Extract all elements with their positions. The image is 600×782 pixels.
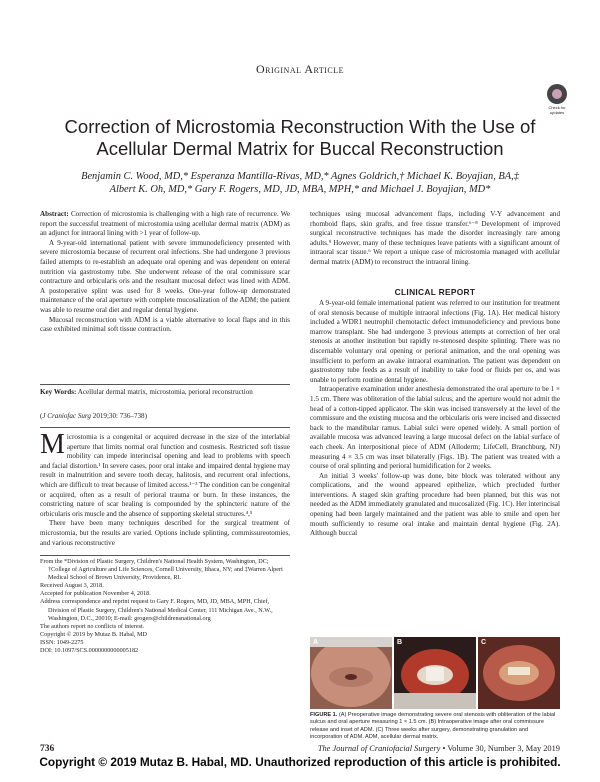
abstract xyxy=(40,210,290,335)
keywords-text: Acellular dermal matrix, microstomia, perioral reconstruction xyxy=(77,388,253,396)
issue-info: • Volume 30, Number 3, May 2019 xyxy=(442,744,560,753)
copyright-notice: Copyright © 2019 Mutaz B. Habal, MD. Unauthorized reproduction of this article is prohibited. xyxy=(39,755,561,769)
authors-line-2: Albert K. Oh, MD,* Gary F. Rogers, MD, JD, MBA, MPH,* and Michael J. Boyajian, MD* xyxy=(109,184,491,195)
figure-panel-a-image xyxy=(310,637,392,709)
figure-caption xyxy=(310,712,560,742)
footnote-conflict: The authors report no conflicts of interest. xyxy=(40,622,145,630)
figure-label-c: C xyxy=(481,639,487,646)
journal-name: The Journal of Craniofacial Surgery xyxy=(317,744,441,753)
intro-p2: There have been many techniques described for the surgical treatment of microstomia, but the results are varied. Options include splinting, commissureotomies, and various reconstructive xyxy=(40,519,290,547)
citation-details: 2019;30: 736–738 xyxy=(92,412,145,420)
intro-p1 xyxy=(40,429,291,519)
crossmark-badge[interactable] xyxy=(544,84,570,115)
figure-label-a: A xyxy=(313,639,319,646)
figure-panel-c xyxy=(478,637,560,709)
abstract-p2: A 9-year-old international patient with severe immunodeficiency presented with severe microstomia because of recurrent oral infections. She had undergone 3 previous failed attempts to re-establish an adequate oral opening and was dependent on enteral nutrition via gastrostomy tube. She underwent release of the oral commissure scar contracture and orbicularis oris and the resultant mucosal defect was lined with ADM. A postoperative splint was used for 8 weeks. One-year follow-up demonstrated maintenance of the oral aperture with complete mucosalization of the ADM; the patient was able to resume oral diet and regular dental hygiene. xyxy=(40,238,290,314)
footnote-divider xyxy=(40,555,290,556)
article-title: Correction of Microstomia Reconstruction With the Use of Acellular Dermal Matrix for Buccal Reconstruction xyxy=(64,116,536,159)
author-list xyxy=(50,170,550,196)
footnote-affiliations: From the *Division of Plastic Surgery, Children's National Health System, Washington, DC; †College of Agriculture and Life Sciences, Cornell University, Ithaca, NY; and ‡Warren Alpert Medical School of Brown University, Providence, RI. xyxy=(40,558,283,582)
abstract-p1 xyxy=(40,210,290,239)
report-p1: A 9-year-old female international patient was referred to our institution for treatment of oral stenosis because of multiple intraoral infections (Fig. 1A). Her medical history included a WDR1 neutrophil chemotactic defect immunodeficiency and previous bone marrow transplant. She had undergone 3 previous attempts at correction of her oral stenosis at another institution but rapidly re-stenosed despite splinting. There was no discernable voluntary oral opening or perioral animation, and the oral opening was insufficient to perform an awake intraoral examination. The patient was dependent on gastrostomy tube feeds as a result of inability to take food or fluids per os, and was unable to perform routine dental hygiene. xyxy=(310,299,560,384)
citation-divider xyxy=(40,427,290,428)
drop-cap: M xyxy=(40,429,65,460)
abstract-p3: Mucosal reconstruction with ADM is a viable alternative to local flaps and in this case exhibited minimal soft tissue contraction. xyxy=(40,315,290,334)
footnote-received: Received August 3, 2018. xyxy=(40,582,104,590)
figure-1 xyxy=(310,637,560,709)
figure-panel-a xyxy=(310,637,392,709)
figure-caption-text: (A) Preoperative image demonstrating severe oral stenosis with obliteration of the labial sulcus and oral aperture measuring 1 × 1.5 cm. (B) Intraoperative image after oral commissure release and inset of ADM. (C) Three weeks after surgery, demonstrating granulation and incorporation of ADM. ADM, acellular dermal matrix. xyxy=(310,712,556,741)
keywords-label: Key Words: xyxy=(40,388,77,396)
figure-panel-c-image xyxy=(478,637,560,709)
page-number: 736 xyxy=(40,744,55,754)
citation: (J Craniofac Surg 2019;30: 736–738) xyxy=(40,412,147,420)
abstract-divider xyxy=(40,384,290,385)
section-label: Original Article xyxy=(255,62,345,76)
authors-line-1: Benjamin C. Wood, MD,* Esperanza Mantilla-Rivas, MD,* Agnes Goldrich,† Michael K. Boyajian, BA,‡ xyxy=(81,171,519,182)
footnote-accepted: Accepted for publication November 4, 2018. xyxy=(40,590,151,598)
report-p2: Intraoperative examination under anesthesia demonstrated the oral aperture to be 1 × 1.5 cm. There was obliteration of the labial sulcus, and the aperture would not admit the head of a cotton-tipped applicator. The skin was incised transversely at the level of the commissure and the existing mucosa and the orbicularis oris were incised and dissected back to the mandibular ramus. Labial sulci were opened widely. A small portion of available mucosa was advanced leaving a large mucosal defect on the labial surface of each cheek. An interpositional piece of ADM (Alloderm; LifeCell, Branchburg, NJ) measuring 4 × 3.5 cm was inset bilaterally (Figs. 1B). The patient was treated with a course of oral splinting and perioral humidification for 2 weeks. xyxy=(310,385,560,471)
clinical-report-heading: CLINICAL REPORT xyxy=(394,287,476,297)
figure-panel-b xyxy=(394,637,476,709)
figure-caption-label: FIGURE 1. xyxy=(310,712,338,718)
figure-label-b: B xyxy=(397,639,403,646)
footnotes xyxy=(40,558,290,655)
abstract-text-1: Correction of microstomia is challenging with a high rate of recurrence. We report the successful treatment of microstomia using acellular dermal matrix (ADM) as an adjunct for intraoral lining with >1 year of follow-up. xyxy=(40,210,290,238)
footnote-doi: DOI: 10.1097/SCS.0000000000005182 xyxy=(40,647,139,655)
journal-footer xyxy=(300,744,560,753)
report-p3: An initial 3 weeks' follow-up was done, bite block was tolerated without any complications, and the wound appeared epithelize, which precluded further interventions. A staged skin grafting procedure had been planned, but this was not needed as the ADM immediately granulated and mucosalized (Fig. 1C). Her interincisal opening had been largely maintained and the patient was able to smile and open her mouth sufficiently to resume oral intake and maintain dental hygiene (Fig. 2A). Although buccal xyxy=(310,471,560,538)
footnote-copyright: Copyright © 2019 by Mutaz B. Habal, MD xyxy=(40,630,147,638)
crossmark-text: Check for updates xyxy=(548,105,566,115)
keywords xyxy=(40,388,290,398)
abstract-label: Abstract: xyxy=(40,210,69,218)
footnote-address: Address correspondence and reprint request to Gary F. Rogers, MD, JD, MBA, MPH, Chief, Division of Plastic Surgery, Children's National Medical Center, 111 Michigan Ave., N.W., Washington, D.C., 20010; E-mail: grogers@childrensnational.org xyxy=(40,598,273,622)
intro-p1-text: icrostomia is a congenital or acquired decrease in the size of the interlabial aperture that limits normal oral function and cosmesis. Restricted soft tissue mobility can impede interincisal opening and lead to problems with speech and facial distortion.¹ In severe cases, poor oral intake and impaired dental hygiene may result in malnutrition and severe tooth decay, halitosis, and recurrent oral infections, which are difficult to treat because of limited access.¹⁻³ The condition can be congenital or acquired, often as a result of perioral trauma or burn. In these instances, the constricting nature of scar healing is compounded by the sphincteric nature of the orbicularis oris muscle and the absence of supporting skeletal structures.⁴,⁵ xyxy=(40,433,291,518)
intro-right-p1: techniques using mucosal advancement flaps, including V-Y advancement and rhomboid flaps, skin grafts, and free tissue transfer.⁶⁻⁸ Development of improved surgical reconstructive techniques has made the disorder increasingly rare among adults.⁹ However, many of these techniques leave patients with a significant amount of intraoral scar tissue.⁶ We report a unique case of microstomia managed with acellular dermal matrix (ADM) to reconstruct the intraoral lining. xyxy=(310,210,560,266)
citation-journal: J Craniofac Surg xyxy=(42,412,91,420)
introduction xyxy=(40,429,291,548)
footnote-issn: ISSN: 1049-2275 xyxy=(40,638,84,646)
figure-panel-b-image xyxy=(394,637,476,709)
crossmark-icon xyxy=(547,84,567,104)
clinical-report xyxy=(310,299,560,539)
intro-continued xyxy=(310,210,560,268)
